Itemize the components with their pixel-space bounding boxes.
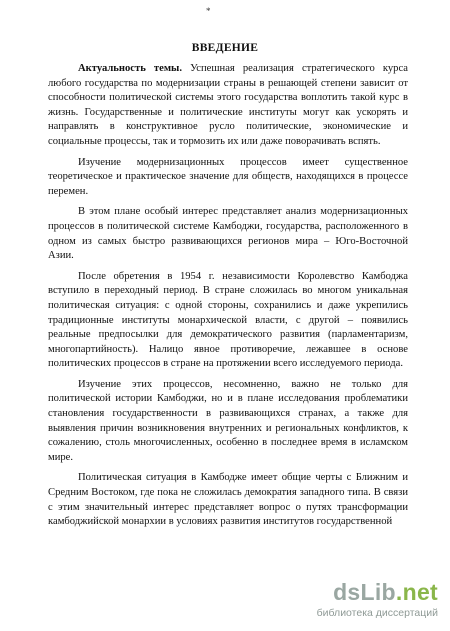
paragraph-3: В этом плане особый интерес представляет анализ модернизационных процессов в политической системе Камбоджи, государства, расположенного в одном из самых быстро развивающихся регионов мира – Юго-Восточной Азии.	[48, 206, 408, 262]
watermark-brand-suffix: .net	[395, 579, 438, 605]
dslib-watermark-logo	[316, 579, 440, 625]
page-mark: *	[206, 6, 211, 16]
paragraph-relevance	[48, 62, 408, 150]
paragraph-4: После обретения в 1954 г. независимости Королевство Камбоджа вступило в переходный период. В стране сложилась во многом уникальная политическая ситуация: с одной стороны, сохранились и даже укрепились традиционные институты монархической власти, с другой – появились реальные предпосылки для демократического развития (парламентаризм, многопартийность). Налицо явное противоречие, лежавшее в основе политических процессов в стране на протяжении всего исследуемого периода.	[48, 270, 408, 370]
paragraph-2: Изучение модернизационных процессов имеет существенное теоретическое и практическое значение для обществ, находящихся в процессе перемен.	[48, 156, 408, 197]
relevance-heading: Актуальность темы.	[78, 63, 182, 74]
page-title: ВВЕДЕНИЕ	[191, 42, 259, 54]
paragraph-5: Изучение этих процессов, несомненно, важно не только для политической истории Камбоджи, но и в плане исследования проблематики становления государственности в развивающихся странах, а также для выявления причин возникновения внутренних и региональных конфликтов, к сожалению, столь многочисленных, особенно в последнее время в исламском мире.	[48, 378, 408, 463]
document-body	[48, 62, 408, 536]
paragraph-6: Политическая ситуация в Камбодже имеет общие черты с Ближним и Средним Востоком, где пока не сложилась демократия западного типа. В связи с этим значительный интерес представляет вопрос о путях трансформации камбоджийской монархии в условиях развития институтов государственной	[48, 472, 408, 528]
watermark-brand-main: dsLib	[333, 579, 396, 605]
relevance-text: Успешная реализация стратегического курса любого государства по модернизации страны в решающей степени зависит от способности политической системы этого государства воплотить такой курс в жизнь. Государственные и политические институты могут как ускорять и направлять в конструктивное русло политические, экономические и социальные процессы, так и тормозить их или даже поворачивать вспять.	[48, 63, 408, 147]
watermark-brand	[333, 579, 438, 606]
watermark-tagline: библиотека диссертаций	[316, 607, 438, 619]
